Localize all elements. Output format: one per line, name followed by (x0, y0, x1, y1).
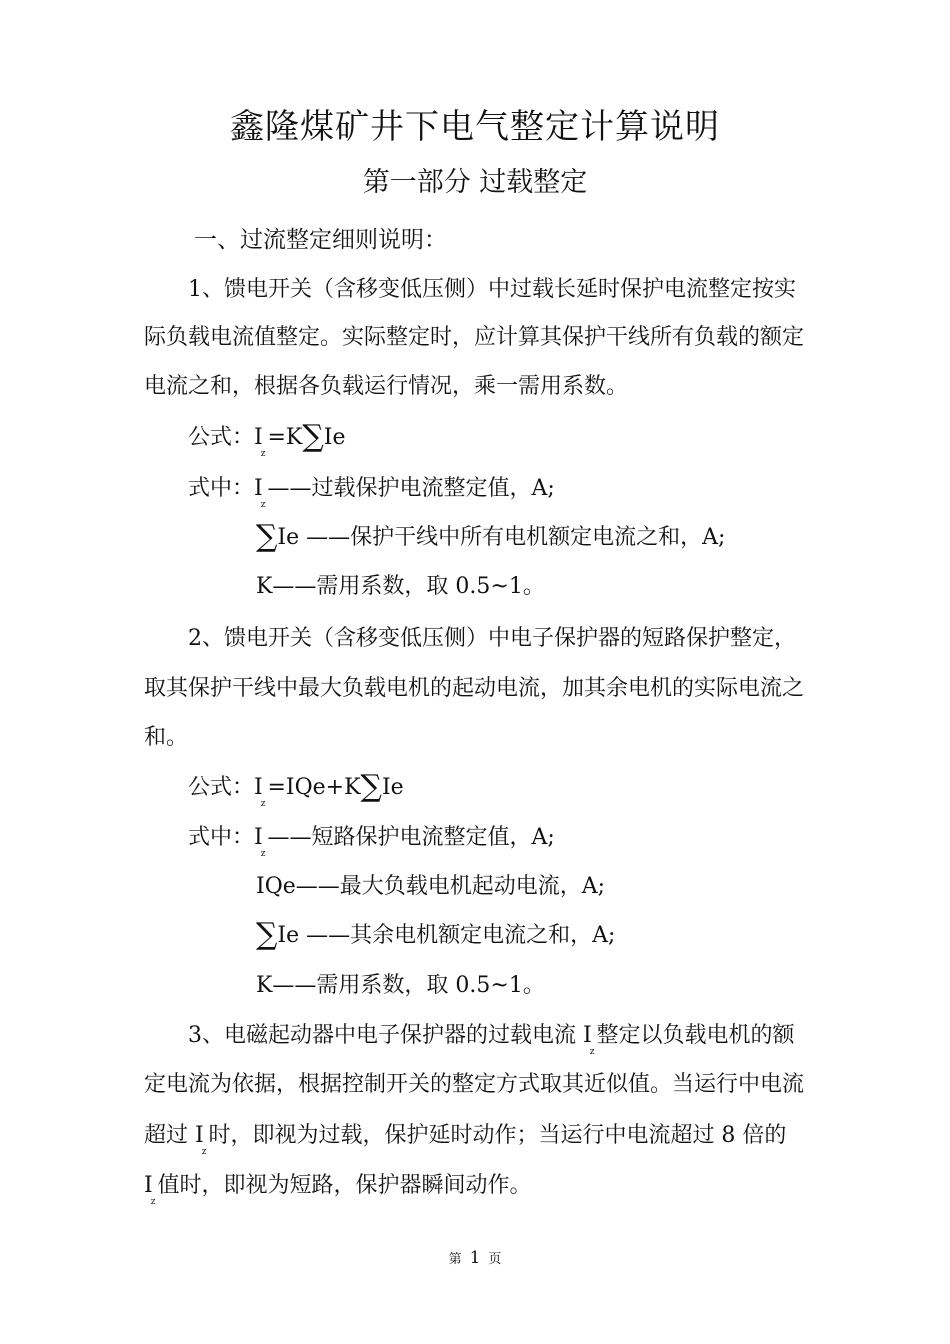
formula-2-where (188, 822, 555, 859)
page-footer (0, 1248, 950, 1270)
formula-1-where-prefix: 式中：I (188, 476, 263, 501)
formula-2-prefix: 公式：I (188, 775, 263, 800)
section-heading: 一、过流整定细则说明： (194, 227, 447, 253)
formula-1-sum-text: Ie ——保护干线中所有电机额定电流之和，A; (277, 525, 726, 550)
sigma-symbol: ∑ (360, 769, 382, 804)
paragraph-2-line-1: 2、馈电开关（含移变低压侧）中电子保护器的短路保护整定， (188, 626, 796, 651)
formula-1-where-tail: ——过载保护电流整定值，A; (267, 476, 555, 501)
formula-2-k-definition: K——需用系数，取 0.5~1。 (256, 973, 545, 998)
formula-1-k-definition: K——需用系数，取 0.5~1。 (256, 574, 545, 599)
formula-1-where-subscript: z (260, 500, 266, 510)
paragraph-3-line-3-b: 时，即视为过载，保护延时动作；当运行中电流超过 8 倍的 (208, 1123, 787, 1148)
footer-suffix: 页 (488, 1252, 502, 1267)
formula-2-where-prefix: 式中：I (188, 825, 263, 850)
formula-2-subscript: z (260, 799, 266, 809)
paragraph-3-line-3-a: 超过 I (144, 1123, 204, 1148)
paragraph-1-line-1: 1、馈电开关（含移变低压侧）中过载长延时保护电流整定按实 (188, 277, 796, 302)
paragraph-3-line-1-subscript: z (589, 1047, 595, 1057)
formula-2-where-subscript: z (260, 849, 266, 859)
formula-1-sum-definition (256, 520, 725, 554)
formula-1-mid: =K (267, 425, 303, 450)
formula-1-prefix: 公式：I (188, 425, 263, 450)
paragraph-3-line-1-a: 3、电磁起动器中电子保护器的过载电流 I (188, 1023, 592, 1048)
paragraph-3-line-2: 定电流为依据，根据控制开关的整定方式取其近似值。当运行中电流 (144, 1072, 805, 1097)
formula-2-sum-text: Ie ——其余电机额定电流之和，A; (277, 923, 616, 948)
paragraph-3-line-1-b: 整定以负载电机的额 (596, 1023, 795, 1048)
paragraph-3-line-1 (188, 1020, 795, 1057)
page-number: 1 (469, 1248, 481, 1268)
formula-1-tail: Ie (323, 425, 346, 450)
sigma-symbol: ∑ (256, 917, 278, 952)
paragraph-3-line-4-subscript: z (150, 1197, 156, 1207)
formula-2-sum-definition (256, 918, 615, 952)
paragraph-1-line-3: 电流之和，根据各负载运行情况，乘一需用系数。 (144, 374, 629, 399)
part-heading: 第一部分 过载整定 (362, 167, 588, 198)
formula-1 (188, 419, 346, 459)
paragraph-3-line-4-b: 值时，即视为短路，保护器瞬间动作。 (157, 1173, 532, 1198)
paragraph-2-line-3: 和。 (144, 725, 189, 750)
paragraph-1-line-2: 际负载电流值整定。实际整定时，应计算其保护干线所有负载的额定 (144, 325, 805, 350)
footer-prefix: 第 (448, 1252, 462, 1267)
sigma-symbol: ∑ (256, 519, 278, 554)
formula-2-where-tail: ——短路保护电流整定值，A; (267, 825, 555, 850)
formula-2-iqe-definition: IQe——最大负载电机起动电流，A; (256, 874, 606, 899)
paragraph-3-line-4-a: I (144, 1173, 153, 1198)
paragraph-3-line-3-subscript: z (201, 1147, 207, 1157)
document-title: 鑫隆煤矿井下电气整定计算说明 (230, 107, 720, 147)
formula-1-subscript: z (260, 449, 266, 459)
formula-2 (188, 769, 404, 809)
sigma-symbol: ∑ (302, 419, 324, 454)
formula-1-where (188, 473, 555, 510)
paragraph-3-line-3 (144, 1120, 787, 1157)
paragraph-2-line-2: 取其保护干线中最大负载电机的起动电流，加其余电机的实际电流之 (144, 676, 805, 701)
formula-2-tail: Ie (381, 775, 404, 800)
paragraph-3-line-4 (144, 1170, 532, 1207)
formula-2-mid: =IQe+K (267, 775, 361, 800)
